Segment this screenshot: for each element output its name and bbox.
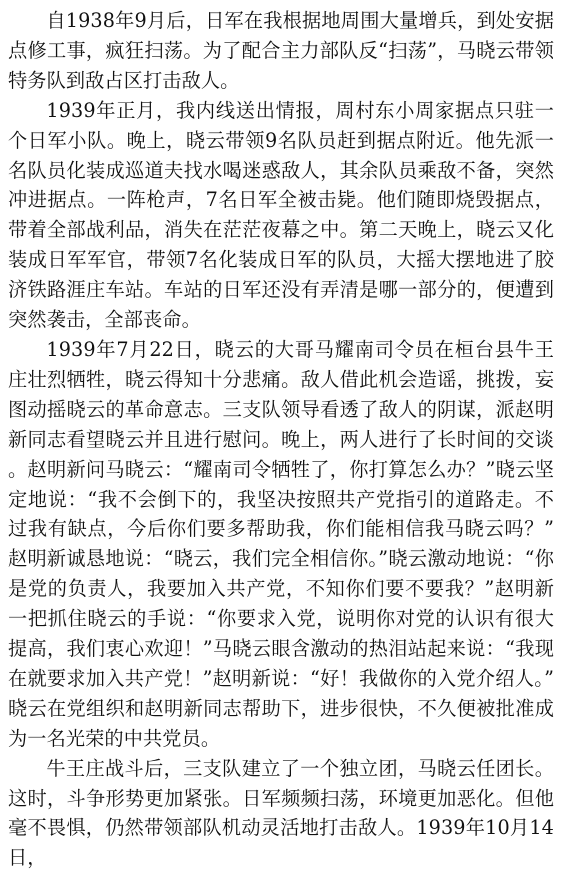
paragraph-4: 牛王庄战斗后，三支队建立了一个独立团，马晓云任团长。这时，斗争形势更加紧张。日军频频扫荡，环境更加恶化。但他毫不畏惧，仍然带领部队机动灵活地打击敌人。1939年10月14日， [8, 756, 554, 870]
paragraph-1: 自1938年9月后，日军在我根据地周围大量增兵，到处安据点修工事，疯狂扫荡。为了配合主力部队反“扫荡”，马晓云带领特务队到敌占区打击敌人。 [8, 9, 554, 92]
paragraph-2: 1939年正月，我内线送出情报，周村东小周家据点只驻一个日军小队。晚上，晓云带领9名队员赶到据点附近。他先派一名队员化装成巡道夫找水喝迷惑敌人，其余队员乘敌不备，突然冲进据点。一阵枪声，7名日军全被击毙。他们随即烧毁据点，带着全部战利品，消失在茫茫夜幕之中。第二天晚上，晓云又化装成日军军官，带领7名化装成日军的队员，大摇大摆地进了胶济铁路涯庄车站。车站的日军还没有弄清是哪一部分的，便遭到突然袭击，全部丧命。 [8, 98, 554, 332]
paragraph-3: 1939年7月22日，晓云的大哥马耀南司令员在桓台县牛王庄壮烈牺牲，晓云得知十分悲痛。敌人借此机会造谣，挑拨，妄图动摇晓云的革命意志。三支队领导看透了敌人的阴谋，派赵明新同志看望晓云并且进行慰问。晚上，两人进行了长时间的交谈。赵明新问马晓云：“耀南司令牺牲了，你打算怎么办？”晓云坚定地说：“我不会倒下的，我坚决按照共产党指引的道路走。不过我有缺点，今后你们要多帮助我，你们能相信我马晓云吗？”赵明新诚恳地说：“晓云，我们完全相信你。”晓云激动地说：“你是党的负责人，我要加入共产党，不知你们要不要我？”赵明新一把抓住晓云的手说：“你要求入党，说明你对党的认识有很大提高，我们衷心欢迎！”马晓云眼含激动的热泪站起来说：“我现在就要求加入共产党！”赵明新说：“好！我做你的入党介绍人。”晓云在党组织和赵明新同志帮助下，进步很快，不久便被批准成为一名光荣的中共党员。 [8, 337, 554, 750]
